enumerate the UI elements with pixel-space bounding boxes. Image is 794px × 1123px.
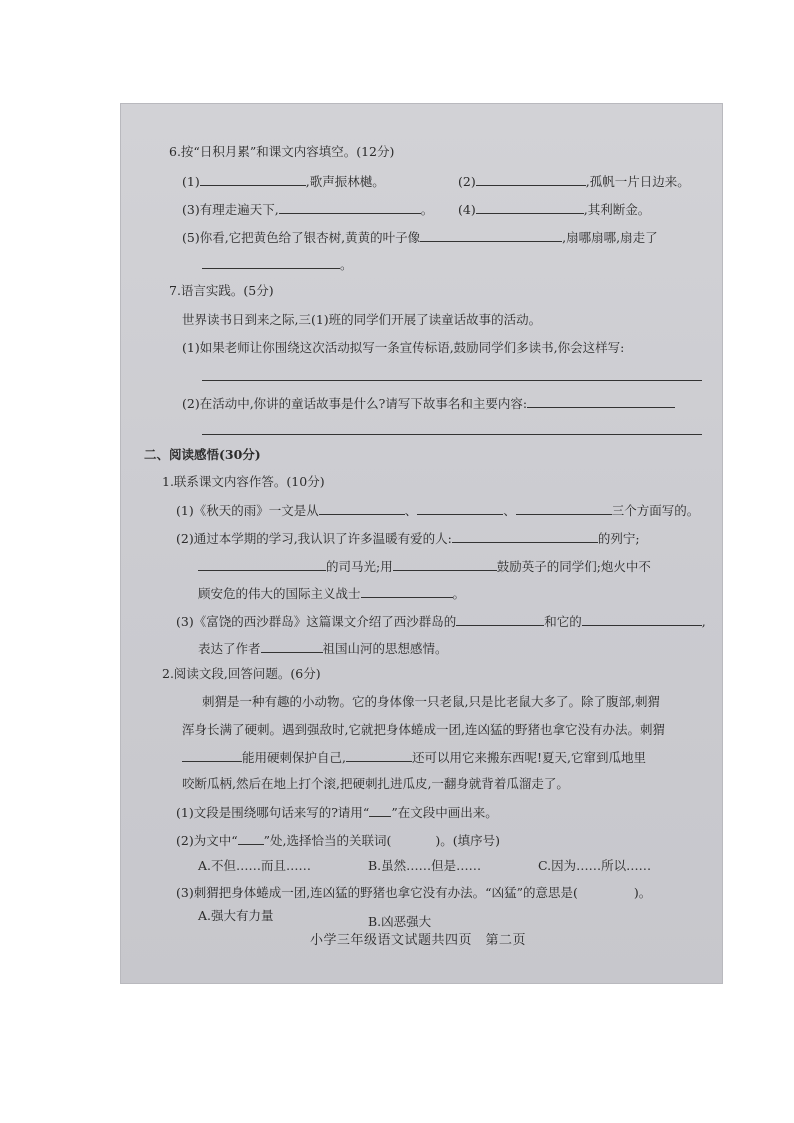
r2-q2-option-a: A.不但……而且…… <box>198 858 312 873</box>
answer-line[interactable] <box>202 380 702 381</box>
r2-q2-option-b: B.虽然……但是…… <box>368 858 482 873</box>
r2-q3-option-a: A.强大有力量 <box>198 908 274 923</box>
blank[interactable] <box>527 395 675 408</box>
q6-title: 6.按“日积月累”和课文内容填空。(12分) <box>169 144 395 159</box>
r2-q2-option-c: C.因为……所以…… <box>538 858 652 873</box>
r2-q1: (1)文段是围绕哪句话来写的?请用“ ”在文段中画出来。 <box>176 805 498 820</box>
passage-line-3: 能用硬刺保护自己, 还可以用它来搬东西呢!夏天,它窜到瓜地里 <box>182 749 646 766</box>
q6-item-3: (3)有理走遍天下, 。 <box>182 202 434 217</box>
blank[interactable] <box>198 558 326 571</box>
q6-item-4: (4) ,其利断金。 <box>458 202 651 217</box>
blank[interactable] <box>202 256 340 269</box>
q6-item-2: (2) ,孤帆一片日边来。 <box>458 174 690 189</box>
blank[interactable] <box>319 502 405 515</box>
blank[interactable] <box>420 229 562 242</box>
blank[interactable] <box>261 640 323 653</box>
blank <box>369 804 391 817</box>
q7-item-2: (2)在活动中,你讲的童话故事是什么?请写下故事名和主要内容: <box>182 395 675 412</box>
r2-q3-option-b: B.凶恶强大 <box>368 914 432 929</box>
blank[interactable] <box>476 173 586 186</box>
blank[interactable] <box>417 502 503 515</box>
r1-item-3-cont: 表达了作者 祖国山河的思想感情。 <box>198 641 448 656</box>
r1-item-2: (2)通过本学期的学习,我认识了许多温暖有爱的人: 的列宁; <box>176 531 640 546</box>
blank[interactable] <box>346 749 412 762</box>
blank[interactable] <box>279 201 421 214</box>
page-footer: 小学三年级语文试题共四页 第二页 <box>310 933 527 948</box>
blank[interactable] <box>200 173 306 186</box>
q7-intro: 世界读书日到来之际,三(1)班的同学们开展了读童话故事的活动。 <box>182 312 542 327</box>
blank[interactable] <box>516 502 612 515</box>
r1-item-2-cont2: 顾安危的伟大的国际主义战士 。 <box>198 586 466 601</box>
r1-title: 1.联系课文内容作答。(10分) <box>162 474 325 489</box>
q7-item-1: (1)如果老师让你围绕这次活动拟写一条宣传标语,鼓励同学们多读书,你会这样写: <box>182 340 625 355</box>
blank <box>238 832 264 845</box>
r1-item-3: (3)《富饶的西沙群岛》这篇课文介绍了西沙群岛的 和它的 , <box>176 614 706 629</box>
r2-title: 2.阅读文段,回答问题。(6分) <box>162 666 321 681</box>
passage-line-1: 刺猬是一种有趣的小动物。它的身体像一只老鼠,只是比老鼠大多了。除了腹部,刺猬 <box>202 694 660 709</box>
blank[interactable] <box>393 558 497 571</box>
r2-q3: (3)刺猬把身体蜷成一团,连凶猛的野猪也拿它没有办法。“凶猛”的意思是( )。 <box>176 885 652 900</box>
r1-item-1: (1)《秋天的雨》一文是从 、 、 三个方面写的。 <box>176 503 700 518</box>
q6-item-5-cont: 。 <box>202 256 353 273</box>
answer-line[interactable] <box>202 434 702 435</box>
blank[interactable] <box>452 530 598 543</box>
q6-item-1: (1) ,歌声振林樾。 <box>182 174 385 189</box>
blank[interactable] <box>361 585 453 598</box>
r2-q2: (2)为文中“ ”处,选择恰当的关联词( )。(填序号) <box>176 833 500 848</box>
passage-line-2: 浑身长满了硬刺。遇到强敌时,它就把身体蜷成一团,连凶猛的野猪也拿它没有办法。刺猬 <box>182 722 665 737</box>
q7-title: 7.语言实践。(5分) <box>169 283 274 298</box>
blank[interactable] <box>582 613 702 626</box>
blank[interactable] <box>456 613 544 626</box>
q6-item-5: (5)你看,它把黄色给了银杏树,黄黄的叶子像 ,扇哪扇哪,扇走了 <box>182 230 658 245</box>
section-title: 二、阅读感悟(30分) <box>144 447 261 462</box>
blank[interactable] <box>476 201 584 214</box>
r1-item-2-cont: 的司马光;用 鼓励英子的同学们;炮火中不 <box>198 558 651 575</box>
exam-page <box>120 103 723 984</box>
passage-line-4: 咬断瓜柄,然后在地上打个滚,把硬刺扎进瓜皮,一翻身就背着瓜溜走了。 <box>182 776 569 791</box>
blank[interactable] <box>182 749 242 762</box>
